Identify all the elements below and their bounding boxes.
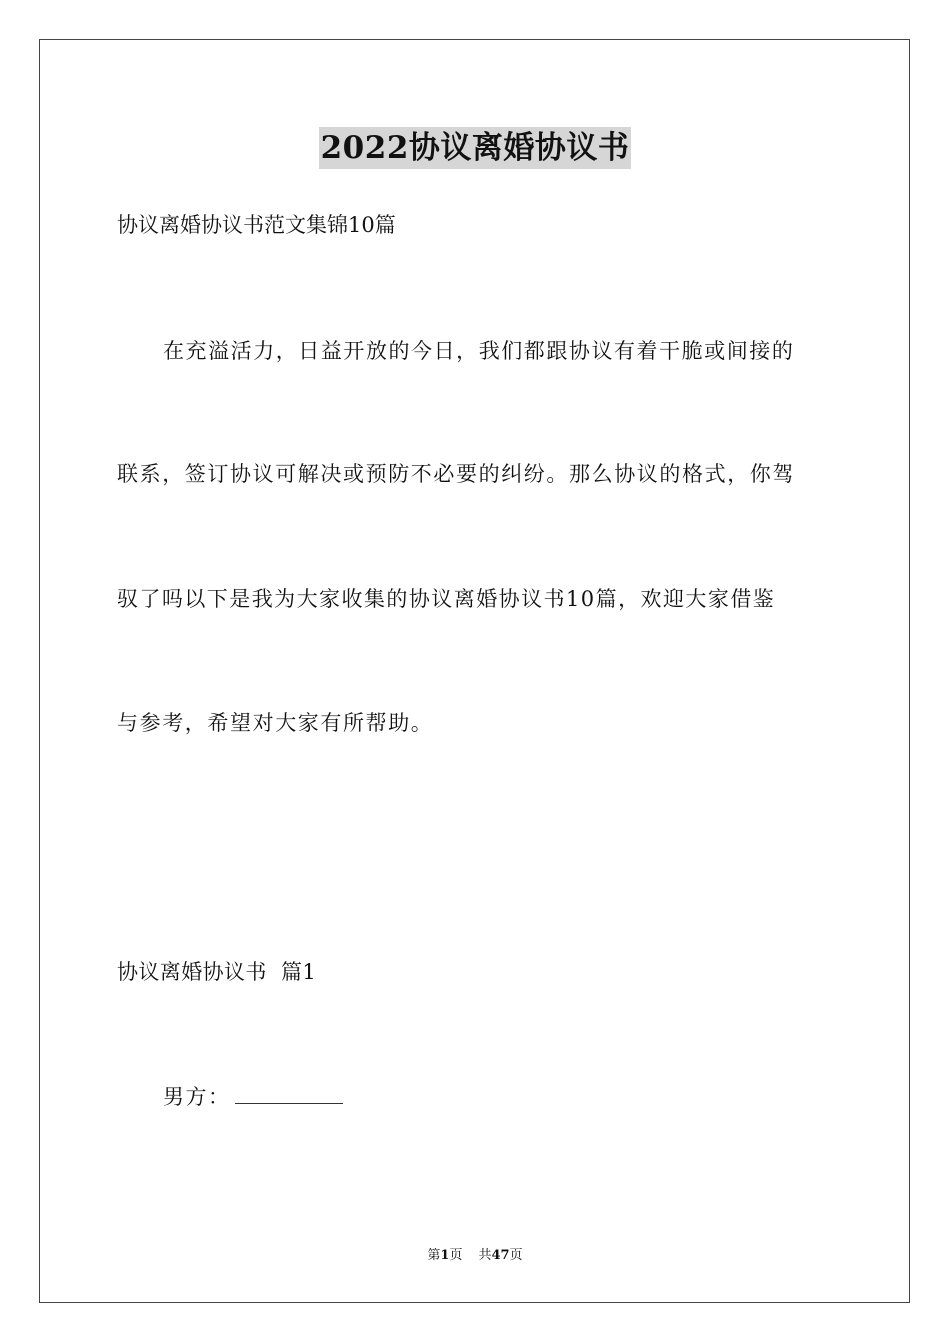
section-heading: 协议离婚协议书 篇1 (117, 960, 317, 984)
document-subtitle: 协议离婚协议书范文集锦10篇 (117, 213, 396, 237)
footer-page-number: 1 (440, 1248, 450, 1263)
intro-paragraph-line-2: 联系，签订协议可解决或预防不必要的纠纷。那么协议的格式，你驾 (117, 462, 795, 486)
footer-total-prefix: 共 (478, 1248, 492, 1263)
intro-paragraph-line-4: 与参考，希望对大家有所帮助。 (117, 711, 434, 735)
intro-paragraph-line-3: 驭了吗以下是我为大家收集的协议离婚协议书10篇，欢迎大家借鉴 (117, 587, 776, 611)
footer-total-suffix: 页 (509, 1248, 523, 1263)
male-party-blank (235, 1083, 343, 1104)
male-party-label: 男方： (163, 1085, 231, 1109)
document-title: 2022协议离婚协议书 (319, 127, 632, 169)
page-footer (0, 1247, 950, 1265)
male-party-row (163, 1083, 343, 1111)
intro-paragraph-line-1: 在充溢活力，日益开放的今日，我们都跟协议有着干脆或间接的 (163, 339, 795, 363)
title-container (0, 127, 950, 169)
footer-page-suffix: 页 (449, 1248, 463, 1263)
footer-total-pages: 47 (491, 1248, 510, 1263)
footer-page-prefix: 第 (427, 1248, 441, 1263)
